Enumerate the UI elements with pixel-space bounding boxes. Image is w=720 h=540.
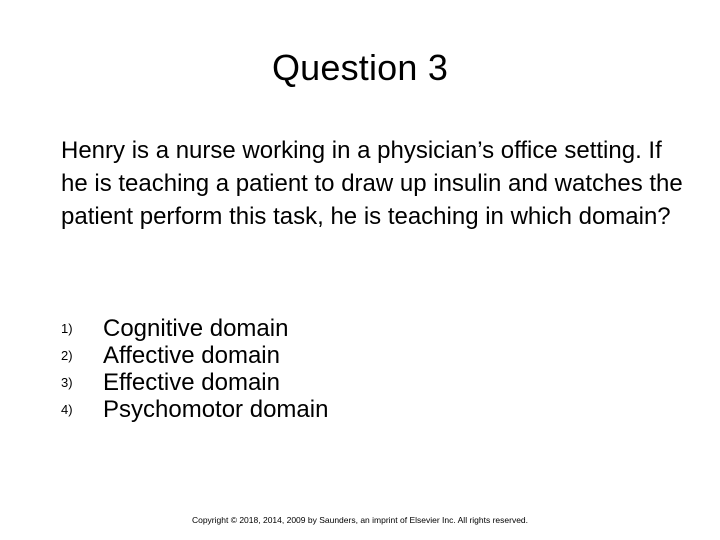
answer-number: 2) bbox=[61, 348, 73, 363]
answer-label: Affective domain bbox=[103, 342, 280, 369]
slide-title: Question 3 bbox=[271, 47, 449, 88]
answer-label: Cognitive domain bbox=[103, 315, 289, 342]
answer-number: 3) bbox=[61, 375, 73, 390]
answer-list bbox=[61, 315, 328, 423]
answer-number: 1) bbox=[61, 321, 73, 336]
answer-label: Effective domain bbox=[103, 369, 280, 396]
answer-option-4 bbox=[61, 396, 328, 423]
question-text: Henry is a nurse working in a physician’s office setting. If he is teaching a patient to draw up insulin and watches the patient perform this task, he is teaching in which domain? bbox=[61, 137, 683, 230]
answer-number: 4) bbox=[61, 402, 73, 417]
answer-option-1 bbox=[61, 315, 328, 342]
answer-option-2 bbox=[61, 342, 328, 369]
answer-option-3 bbox=[61, 369, 328, 396]
answer-label: Psychomotor domain bbox=[103, 396, 329, 423]
copyright-notice: Copyright © 2018, 2014, 2009 by Saunders, an imprint of Elsevier Inc. All rights reserved. bbox=[191, 515, 529, 525]
